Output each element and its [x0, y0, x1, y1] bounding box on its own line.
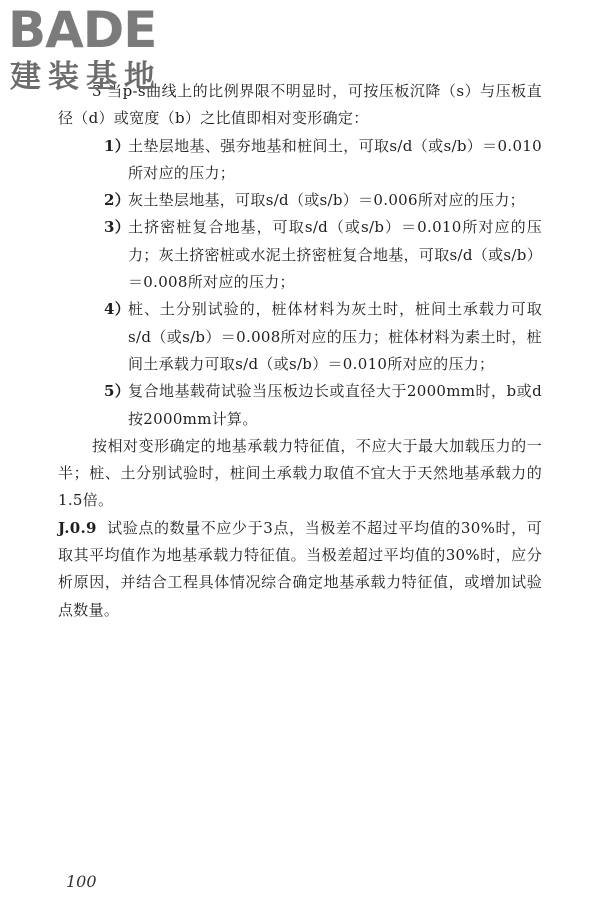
list-item-number: 4）	[104, 300, 131, 319]
list-item-text: 桩、土分别试验的，桩体材料为灰土时，桩间土承载力可取s/d（或s/b）＝0.008所对应的压力；桩体材料为素土时，桩间土承载力可取s/d（或s/b）＝0.010所对应的压力；	[128, 300, 542, 373]
list-item	[58, 296, 542, 378]
list-item	[58, 214, 542, 296]
watermark-logo	[8, 1, 176, 96]
list-item-text: 土挤密桩复合地基，可取s/d（或s/b）＝0.010所对应的压力；灰土挤密桩或水泥土挤密桩复合地基，可取s/d（或s/b）＝0.008所对应的压力；	[128, 218, 542, 292]
list-item-number: 2）	[104, 191, 131, 210]
paragraph-after-list: 按相对变形确定的地基承载力特征值，不应大于最大加载压力的一半；桩、土分别试验时，桩间土承载力取值不宜大于天然地基承载力的1.5倍。	[58, 436, 542, 510]
section-j09	[58, 515, 542, 624]
list-item	[58, 378, 542, 433]
list-item	[58, 133, 542, 188]
logo-wordmark: BADE	[8, 1, 157, 59]
page-number: 100	[66, 872, 97, 891]
logo-subtitle: 建装基地	[10, 59, 162, 95]
document-body	[58, 78, 542, 624]
list-item-number: 5）	[104, 382, 131, 401]
section-number: J.0.9	[58, 518, 97, 537]
item3-intro: 3 当p-s曲线上的比例界限不明显时，可按压板沉降（s）与压板直径（d）或宽度（b）之比值即相对变形确定：	[58, 82, 542, 128]
list-item-text: 灰土垫层地基，可取s/d（或s/b）＝0.006所对应的压力；	[128, 191, 525, 210]
list-item	[58, 187, 542, 214]
list-item-text: 复合地基载荷试验当压板边长或直径大于2000mm时，b或d按2000mm计算。	[128, 382, 542, 428]
list-item-number: 3）	[104, 218, 131, 237]
list-item-text: 土垫层地基、强夯地基和桩间土，可取s/d（或s/b）＝0.010所对应的压力；	[128, 136, 542, 182]
section-text: 试验点的数量不应少于3点，当极差不超过平均值的30%时，可取其平均值作为地基承载力特征值。当极差超过平均值的30%时，应分析原因，并结合工程具体情况综合确定地基承载力特征值，或增加试验点数量。	[58, 518, 542, 619]
list-item-number: 1）	[104, 136, 131, 155]
